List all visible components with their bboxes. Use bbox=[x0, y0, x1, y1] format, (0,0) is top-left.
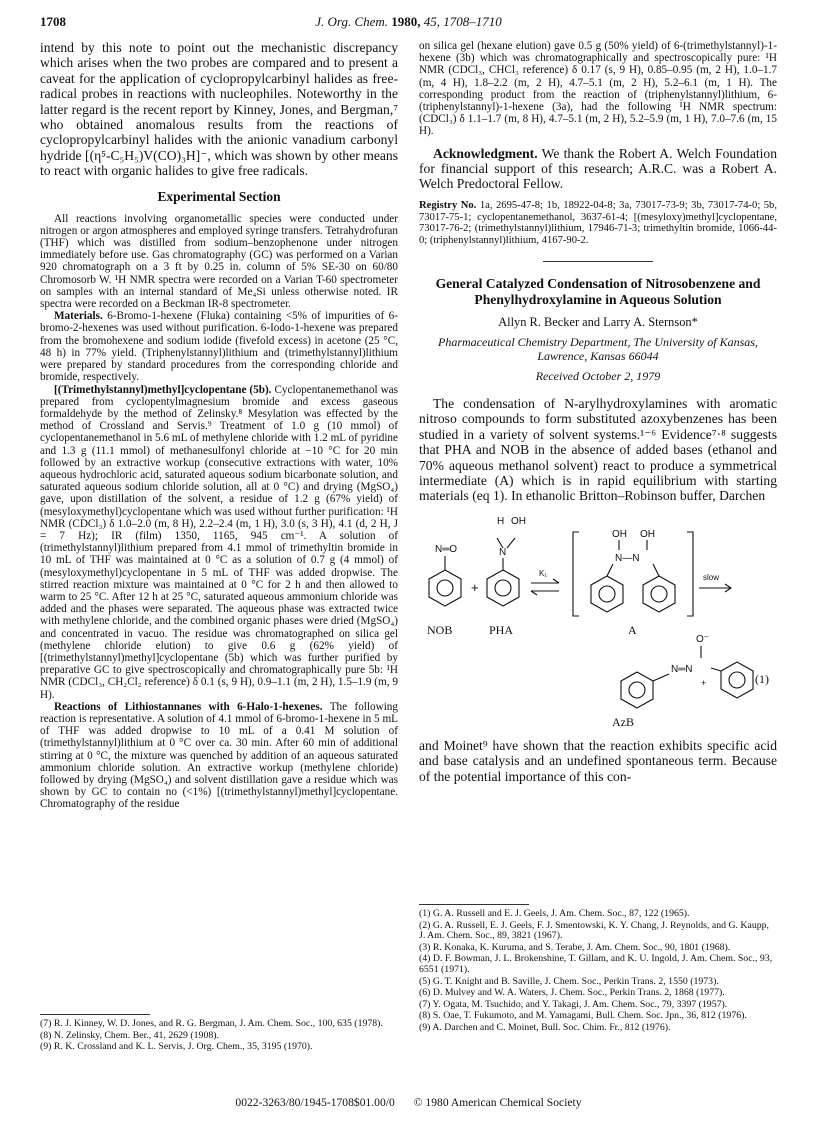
azb-nn-bond: N═N bbox=[671, 663, 693, 675]
footnote-7: (7) R. J. Kinney, W. D. Jones, and R. G. Bergman, J. Am. Chem. Soc., 100, 635 (1978). bbox=[40, 1018, 383, 1029]
azb-ring-1 bbox=[621, 672, 653, 708]
azb-oxide: O⁻ bbox=[696, 633, 710, 645]
footnote-8: (8) N. Zelinsky, Chem. Ber., 41, 2629 (1908). bbox=[40, 1029, 219, 1041]
experimental-general: All reactions involving organometallic species were conducted under nitrogen or argon atmospheres and employed syringe transfers. Tetrahydrofuran (THF) which was distilled from sodium–benzophenone under nitrogen immediately before use. Gas chromatography (GC) was performed on a Varian 920 chromatograph on a 3 ft by 0.25 in. column of 5% SE-30 on 60/80 Chromosorb W. ¹H NMR spectra were recorded on a Varian T-60 spectrometer on samples with an internal standard of Me₄Si unless otherwise noted. IR spectra were recorded on a Beckman IR-8 spectrometer. bbox=[40, 212, 398, 311]
journal-year: 1980, bbox=[391, 14, 421, 29]
article-authors: Allyn R. Becker and Larry A. Sternson* bbox=[498, 315, 698, 330]
pha-benzene-ring bbox=[487, 570, 519, 606]
page-number: 1708 bbox=[40, 14, 66, 29]
acknowledgment-heading: Acknowledgment. bbox=[433, 145, 538, 161]
azb-label: AzB bbox=[612, 714, 634, 729]
synthesis-heading: [(Trimethylstannyl)methyl]cyclopentane (5b). bbox=[54, 383, 272, 396]
intermediate-bracket-right bbox=[687, 532, 693, 616]
registry-text: 1a, 2695-47-8; 1b, 18922-04-8; 3a, 73017-73-9; 3b, 73017-74-0; 5b, 73017-75-1; cyclopentanemethanol, 3637-61-4; [(mesyloxy)methyl]cyclopentane, 73017-76-2; (trimethylstannyl)lithium, 17946-71-3; trimethyltin bromide, 1066-44-0; (triphenylstannyl)lithium, 4167-90-2. bbox=[419, 199, 777, 247]
intermediate-ring-2 bbox=[643, 576, 675, 612]
reaction-scheme bbox=[419, 510, 777, 715]
experimental-heading: Experimental Section bbox=[157, 188, 281, 204]
equation-number: (1) bbox=[755, 671, 769, 686]
page-footer bbox=[40, 1096, 777, 1109]
acknowledgment bbox=[419, 146, 777, 192]
synthesis-paragraph bbox=[40, 384, 398, 701]
journal-pages: 1708–1710 bbox=[443, 14, 502, 29]
received-date: Received October 2, 1979 bbox=[535, 369, 661, 384]
article-title: General Catalyzed Condensation of Nitrosobenzene and Phenylhydroxylamine in Aqueous Solution bbox=[435, 276, 761, 307]
footnote-rule bbox=[419, 904, 529, 905]
acknowledgment-text: We thank the Robert A. Welch Foundation for financial support of this research; A.R.C. was a Robert A. Welch Predoctoral Fellow. bbox=[419, 145, 777, 192]
article-affiliation: Pharmaceutical Chemistry Department, The University of Kansas, Lawrence, Kansas 66044 bbox=[438, 335, 758, 363]
reactions-text: The following reaction is representative. A solution of 4.1 mmol of 6-bromo-1-hexene in 5 mL of THF was added dropwise to 10 mL of a 0.41 M solution of (trimethylstannyl)lithium at 0 °C over ca. 30 min. After 60 min of additional stirring at 0 °C, the mixture was quenched by addition of an aqueous saturated ammonium chloride solution. An extractive workup (methylene chloride) followed by drying (MgSO₄) and solvent distillation gave a residue which was shown by GC to contain no (<1%) [(trimethylstannyl)methyl]cyclopentane. Chromatography of the residue bbox=[40, 700, 398, 811]
article-divider bbox=[543, 261, 653, 262]
materials-heading: Materials. bbox=[54, 310, 103, 323]
synthesis-text: Cyclopentanemethanol was prepared from cyclopentylmagnesium bromide and excess gaseous formaldehyde by the method of Zelinsky.⁸ Mesylation was effected by the method of Crossland and Servis.⁹ Treatment of 1.0 g (10 mmol) of cyclopentanemethanol in 5.6 mL of methylene chloride with 1.2 mL of pyridine and 1.3 g (11.1 mmol) of methanesulfonyl chloride at −10 °C for 20 min followed by an extractive workup (consecutive extractions with water, 10% aqueous hydrochloric acid, saturated aqueous sodium bicarbonate solution, and saturated aqueous sodium chloride solution, all at 0 °C) and drying (MgSO₄) gave, upon distillation of the solvent, a residue of 1.2 g (67% yield) of (mesyloxymethyl)cyclopentane which was used without further purification: ¹H NMR (CDCl₃) δ 1.0–2.0 (m, 8 H), 2.2–2.4 (m, 1 H), 3.0 (s, 3 H), 4.1 (d, 2 H, J = 7 Hz); IR (film) 1350, 1165, 945 cm⁻¹. A solution of (trimethylstannyl)lithium prepared from 4.1 mmol of trimethyltin bromide in 10 mL of THF was maintained at 0 °C as a solution of 0.7 g (4 mmol) of (mesyloxymethyl)cyclopentane in 5 mL of THF was added dropwise. The stirred reaction mixture was maintained at 0 °C for 2 h and then allowed to warm to 25 °C. After 12 h at 25 °C, saturated aqueous ammonium chloride was added and the phases were separated. The aqueous phase was extracted twice with methylene chloride, and the combined organic phases were dried (MgSO₄) and concentrated in vacuo. The residue was chromatographed on silica gel (methylene chloride elution) to give 0.6 g (62% yield) of [(trimethylstannyl)methyl]cyclopentane (5b) which was further purified by preparative GC to give spectroscopically and chromatographically pure 5b: ¹H NMR (CDCl₃, CH₂Cl₂ reference) δ 0.1 (s, 9 H), 0.9–1.1 (m, 2 H), 1.5–1.9 (m, 9 H). bbox=[40, 383, 398, 701]
pha-nitrogen: N bbox=[499, 546, 507, 558]
nob-benzene-ring bbox=[429, 570, 461, 606]
journal-name: J. Org. Chem. bbox=[315, 14, 389, 29]
reactions-heading: Reactions of Lithiostannanes with 6-Halo-1-hexenes. bbox=[54, 700, 323, 713]
copyright-notice: © 1980 American Chemical Society bbox=[413, 1096, 582, 1109]
article-intro: The condensation of N-arylhydroxylamines with aromatic nitroso compounds to form substituted azoxybenzenes has been studied in a variety of solvent systems.¹⁻⁶ Evidence⁷·⁸ suggests that PHA and NOB in the absence of added bases (ethanol and 70% aqueous methanol solvent) react to produce a symmetrical intermediate (A) which is in rapid equilibrium with starting materials (eq 1). In ethanolic Britton–Robinson buffer, Darchen bbox=[419, 396, 777, 504]
materials-paragraph bbox=[40, 310, 398, 383]
pha-hydroxyl: OH bbox=[511, 515, 526, 527]
intermediate-hydroxyl-1: OH bbox=[612, 528, 627, 540]
pha-label: PHA bbox=[489, 622, 514, 637]
footnote-9: (9) R. K. Crossland and K. L. Servis, J. Org. Chem., 35, 3195 (1970). bbox=[40, 1041, 313, 1053]
intermediate-ring-1 bbox=[591, 576, 623, 612]
azb-ring-2 bbox=[721, 662, 753, 698]
nob-label: NOB bbox=[427, 622, 453, 637]
nob-nitroso-group: N═O bbox=[435, 543, 458, 555]
intermediate-a-label: A bbox=[628, 622, 637, 637]
ref-5: (5) G. T. Knight and B. Saville, J. Chem. Soc., Perkin Trans. 2, 1550 (1973). bbox=[419, 975, 719, 987]
pha-hydrogen: H bbox=[497, 515, 505, 527]
left-footnotes bbox=[40, 1014, 398, 1054]
azb-plus-charge: + bbox=[701, 677, 707, 688]
journal-citation bbox=[40, 14, 777, 30]
ref-1: (1) G. A. Russell and E. J. Geels, J. Am. Chem. Soc., 87, 122 (1965). bbox=[419, 908, 690, 919]
ref-7: (7) Y. Ogata, M. Tsuchido, and Y. Takagi, J. Am. Chem. Soc., 79, 3397 (1957). bbox=[419, 998, 728, 1010]
right-column bbox=[419, 40, 777, 784]
article-code: 0022-3263/80/1945-1708$01.00/0 bbox=[235, 1096, 395, 1109]
plus-sign: + bbox=[471, 579, 479, 595]
registry-heading: Registry No. bbox=[419, 199, 477, 211]
continued-paragraph: on silica gel (hexane elution) gave 0.5 g (50% yield) of 6-(trimethylstannyl)-1-hexene (3b) which was chromatographically and spectroscopically pure: ¹H NMR (CDCl₃, CHCl₃ reference) δ 0.17 (s, 9 H), 0.85–0.95 (m, 2 H), 1.0–1.7 (m, 4 H), 1.8–2.2 (m, 2 H), 4.7–5.1 (m, 2 H), 5.2–6.1 (m, 1 H). The corresponding product from the reaction of (triphenylstannyl)lithium, 6-(triphenylstannyl)-1-hexene (3a), had the following ¹H NMR spectrum: (CDCl₃) δ 1.1–1.7 (m, 8 H), 4.7–5.1 (m, 2 H), 5.2–5.9 (m, 1 H), 7.0–7.6 (m, 15 H). bbox=[419, 40, 777, 138]
registry-numbers bbox=[419, 200, 777, 247]
k1-label: K₁ bbox=[539, 568, 548, 578]
journal-volume: 45, bbox=[423, 14, 441, 29]
left-column bbox=[40, 40, 398, 811]
ref-2: (2) G. A. Russell, E. J. Geels, F. J. Smentowski, K. Y. Chang, J. Reynolds, and G. Kaupp, J. Am. Chem. Soc., 89, 3821 (1967). bbox=[419, 919, 769, 942]
article-continued: and Moinet⁹ have shown that the reaction exhibits specific acid and base catalysis and an undefined spontaneous term. Because of the potential importance of this con- bbox=[419, 737, 777, 784]
intro-paragraph: intend by this note to point out the mechanistic discrepancy which arises when the two probes are compared and to present a caveat for the application of cyclopropylcarbinyl halides as free-radical probes in reactions with nucleophiles. Noteworthy in the latter regard is the recent report by Kinney, Jones, and Bergman,⁷ who obtained anomalous results from the reactions of cyclopropylcarbinyl halides with the anionic vanadium carbonyl hydride [(η⁵-C₅H₅)V(CO)₃H]⁻, which was shown by other means to react with organic halides to give free radicals. bbox=[40, 40, 398, 179]
ref-9: (9) A. Darchen and C. Moinet, Bull. Soc. Chim. Fr., 812 (1976). bbox=[419, 1021, 671, 1033]
slow-label: slow bbox=[703, 572, 720, 582]
ref-8: (8) S. Oae, T. Fukumoto, and M. Yamagami, Bull. Chem. Soc. Jpn., 36, 812 (1976). bbox=[419, 1010, 747, 1022]
running-header bbox=[40, 14, 777, 32]
materials-text: 6-Bromo-1-hexene (Fluka) containing <5% of impurities of 6-bromo-2-hexenes was used without purification. 6-Iodo-1-hexene was prepared from the bromohexene and sodium iodide (fivefold excess) in acetone (25 °C, 48 h) in 77% yield. (Triphenylstannyl)lithium and (trimethylstannyl)lithium were prepared by standard procedures from the corresponding chloride and bromide, respectively. bbox=[40, 310, 398, 384]
intermediate-bracket-left bbox=[573, 532, 579, 616]
ref-4: (4) D. F. Bowman, J. L. Brokenshine, T. Gillam, and K. U. Ingold, J. Am. Chem. Soc., 93, 6551 (1971). bbox=[419, 953, 773, 975]
ref-3: (3) R. Konaka, K. Kuruma, and S. Terabe, J. Am. Chem. Soc., 90, 1801 (1968). bbox=[419, 941, 731, 953]
reactions-paragraph bbox=[40, 701, 398, 811]
footnote-rule bbox=[40, 1014, 150, 1015]
intermediate-nn-bond: N—N bbox=[615, 552, 640, 564]
right-footnotes bbox=[419, 904, 777, 1035]
intermediate-hydroxyl-2: OH bbox=[640, 528, 655, 540]
ref-6: (6) D. Mulvey and W. A. Waters, J. Chem. Soc., Perkin Trans. 2, 1868 (1977). bbox=[419, 987, 725, 999]
